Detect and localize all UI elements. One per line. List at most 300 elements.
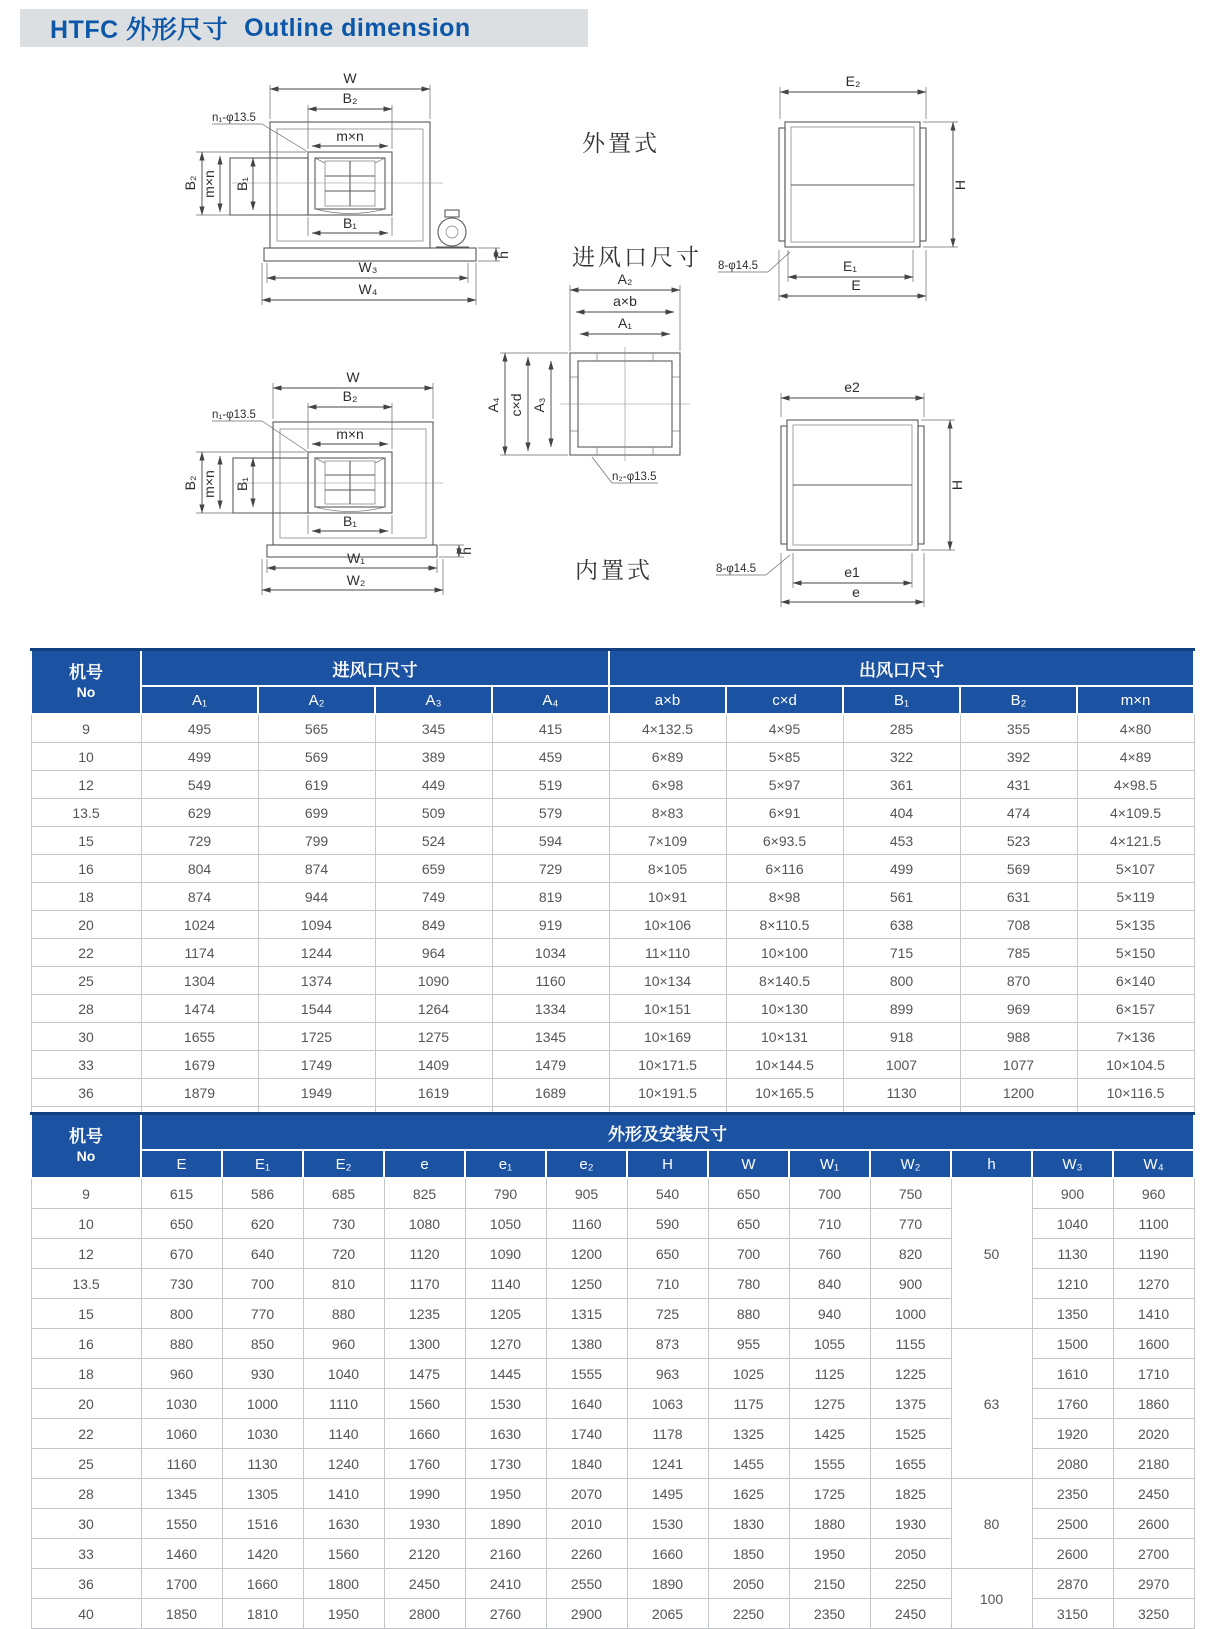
value-cell: 1225 xyxy=(870,1359,951,1389)
column-header: W₄ xyxy=(1113,1150,1194,1178)
value-cell: 1630 xyxy=(303,1509,384,1539)
value-cell: 1425 xyxy=(789,1419,870,1449)
value-cell: 1334 xyxy=(492,995,609,1023)
value-cell: 1040 xyxy=(303,1359,384,1389)
value-cell: 963 xyxy=(627,1359,708,1389)
value-cell: 1345 xyxy=(141,1479,222,1509)
value-cell: 825 xyxy=(384,1178,465,1209)
value-cell: 586 xyxy=(222,1178,303,1209)
caption-inlet-dims: 进风口尺寸 xyxy=(572,244,702,270)
column-header: h xyxy=(951,1150,1032,1178)
value-cell: 1200 xyxy=(546,1239,627,1269)
value-cell: 2870 xyxy=(1032,1569,1113,1599)
value-cell: 819 xyxy=(492,883,609,911)
value-cell: 1455 xyxy=(708,1449,789,1479)
value-cell: 1190 xyxy=(1113,1239,1194,1269)
value-cell: 1630 xyxy=(465,1419,546,1449)
value-cell: 453 xyxy=(843,827,960,855)
value-cell: 1160 xyxy=(546,1209,627,1239)
value-cell: 2050 xyxy=(708,1569,789,1599)
value-cell: 2900 xyxy=(546,1599,627,1629)
value-cell: 650 xyxy=(708,1209,789,1239)
value-cell: 2050 xyxy=(870,1539,951,1569)
value-cell: 730 xyxy=(303,1209,384,1239)
value-cell: 2700 xyxy=(1113,1539,1194,1569)
value-cell: 1304 xyxy=(141,967,258,995)
value-cell: 780 xyxy=(708,1269,789,1299)
value-cell: 849 xyxy=(375,911,492,939)
value-cell: 770 xyxy=(222,1299,303,1329)
machine-no-cell: 20 xyxy=(31,1389,141,1419)
value-cell: 5×119 xyxy=(1077,883,1194,911)
value-cell: 1700 xyxy=(141,1569,222,1599)
value-cell: 1090 xyxy=(375,967,492,995)
dim-label-a1: A₁ xyxy=(617,315,633,331)
value-cell: 700 xyxy=(708,1239,789,1269)
column-header: E₂ xyxy=(303,1150,384,1178)
value-cell: 10×100 xyxy=(726,939,843,967)
column-header: e xyxy=(384,1150,465,1178)
value-cell: 770 xyxy=(870,1209,951,1239)
value-cell: 1890 xyxy=(627,1569,708,1599)
hole-note-n1-int: n₁-φ13.5 xyxy=(212,409,256,421)
value-cell: 2450 xyxy=(1113,1479,1194,1509)
value-cell: 699 xyxy=(258,799,375,827)
value-cell: 790 xyxy=(465,1178,546,1209)
value-cell: 685 xyxy=(303,1178,384,1209)
value-cell: 1100 xyxy=(1113,1209,1194,1239)
value-cell: 708 xyxy=(960,911,1077,939)
column-header: A₁ xyxy=(141,686,258,714)
value-cell: 1625 xyxy=(708,1479,789,1509)
dim-label-e-low: e xyxy=(852,584,860,600)
value-cell: 729 xyxy=(492,855,609,883)
value-cell: 850 xyxy=(222,1329,303,1359)
value-cell: 1300 xyxy=(384,1329,465,1359)
drawing-inlet-flange xyxy=(485,271,690,483)
value-cell: 760 xyxy=(789,1239,870,1269)
column-header: E xyxy=(141,1150,222,1178)
column-header: A₃ xyxy=(375,686,492,714)
column-header: E₁ xyxy=(222,1150,303,1178)
value-cell: 561 xyxy=(843,883,960,911)
machine-no-cell: 30 xyxy=(31,1023,141,1051)
value-cell: 5×97 xyxy=(726,771,843,799)
value-cell: 10×151 xyxy=(609,995,726,1023)
value-cell: 1600 xyxy=(1113,1329,1194,1359)
machine-no-cell: 28 xyxy=(31,995,141,1023)
value-cell: 1530 xyxy=(627,1509,708,1539)
value-cell: 1077 xyxy=(960,1051,1077,1079)
machine-no-cell: 20 xyxy=(31,911,141,939)
value-cell: 569 xyxy=(258,743,375,771)
column-header: m×n xyxy=(1077,686,1194,714)
value-cell: 6×93.5 xyxy=(726,827,843,855)
value-cell: 900 xyxy=(1032,1178,1113,1209)
value-cell: 10×131 xyxy=(726,1023,843,1051)
value-cell: 1950 xyxy=(789,1539,870,1569)
value-cell: 710 xyxy=(627,1269,708,1299)
value-cell: 1410 xyxy=(303,1479,384,1509)
value-cell: 1950 xyxy=(465,1479,546,1509)
value-cell: 540 xyxy=(627,1178,708,1209)
machine-no-cell: 25 xyxy=(31,967,141,995)
machine-no-cell: 33 xyxy=(31,1539,141,1569)
value-cell: 1655 xyxy=(141,1023,258,1051)
value-cell: 715 xyxy=(843,939,960,967)
value-cell: 1374 xyxy=(258,967,375,995)
value-cell: 2120 xyxy=(384,1539,465,1569)
dim-label-h: h xyxy=(495,251,511,259)
value-cell: 6×89 xyxy=(609,743,726,771)
value-cell: 10×165.5 xyxy=(726,1079,843,1107)
value-cell: 1094 xyxy=(258,911,375,939)
value-cell: 5×150 xyxy=(1077,939,1194,967)
value-cell: 1110 xyxy=(303,1389,384,1419)
value-cell: 1679 xyxy=(141,1051,258,1079)
dim-label-b1-side-int: B₁ xyxy=(234,476,250,492)
value-cell: 1760 xyxy=(1032,1389,1113,1419)
dim-label-b2-side-int: B₂ xyxy=(182,475,198,491)
value-cell: 5×135 xyxy=(1077,911,1194,939)
value-cell: 650 xyxy=(627,1239,708,1269)
machine-no-cell: 22 xyxy=(31,1419,141,1449)
drawing-end-view-external xyxy=(718,73,968,301)
value-cell: 1830 xyxy=(708,1509,789,1539)
machine-no-cell: 25 xyxy=(31,1449,141,1479)
value-cell: 650 xyxy=(708,1178,789,1209)
value-cell: 1120 xyxy=(384,1239,465,1269)
value-cell: 4×109.5 xyxy=(1077,799,1194,827)
column-header: W₃ xyxy=(1032,1150,1113,1178)
machine-no-cell: 36 xyxy=(31,1079,141,1107)
value-cell: 3250 xyxy=(1113,1599,1194,1629)
value-cell: 10×191.5 xyxy=(609,1079,726,1107)
machine-no-cell: 40 xyxy=(31,1599,141,1629)
value-cell: 10×104.5 xyxy=(1077,1051,1194,1079)
value-cell: 1950 xyxy=(303,1599,384,1629)
value-cell: 1130 xyxy=(222,1449,303,1479)
dim-label-b1-under: B₁ xyxy=(342,215,358,231)
machine-no-cell: 15 xyxy=(31,1299,141,1329)
value-cell: 8×98 xyxy=(726,883,843,911)
value-cell: 1660 xyxy=(222,1569,303,1599)
value-cell: 1174 xyxy=(141,939,258,967)
value-cell: 800 xyxy=(843,967,960,995)
machine-no-cell: 28 xyxy=(31,1479,141,1509)
machine-no-cell: 30 xyxy=(31,1509,141,1539)
value-cell: 2600 xyxy=(1032,1539,1113,1569)
dim-label-w2: W₂ xyxy=(346,572,366,588)
value-cell: 1030 xyxy=(141,1389,222,1419)
table-row xyxy=(31,771,1194,799)
machine-no-header: 机号 No xyxy=(31,650,141,715)
value-cell: 800 xyxy=(141,1299,222,1329)
column-header: e₂ xyxy=(546,1150,627,1178)
value-cell: 750 xyxy=(870,1178,951,1209)
table-row xyxy=(31,1329,1194,1359)
value-cell: 2800 xyxy=(384,1599,465,1629)
hole-note-n2: n₂-φ13.5 xyxy=(612,471,657,483)
value-cell: 1345 xyxy=(492,1023,609,1051)
value-cell: 8×110.5 xyxy=(726,911,843,939)
value-cell: 1040 xyxy=(1032,1209,1113,1239)
value-cell: 549 xyxy=(141,771,258,799)
value-cell: 1544 xyxy=(258,995,375,1023)
machine-no-cell: 22 xyxy=(31,939,141,967)
value-cell: 874 xyxy=(141,883,258,911)
value-cell: 1380 xyxy=(546,1329,627,1359)
machine-no-cell: 18 xyxy=(31,1359,141,1389)
value-cell: 579 xyxy=(492,799,609,827)
value-cell: 10×130 xyxy=(726,995,843,1023)
group-header: 外形及安装尺寸 xyxy=(141,1114,1194,1151)
value-cell: 960 xyxy=(141,1359,222,1389)
value-cell: 1130 xyxy=(1032,1239,1113,1269)
value-cell: 2500 xyxy=(1032,1509,1113,1539)
value-cell: 1530 xyxy=(465,1389,546,1419)
value-cell: 2260 xyxy=(546,1539,627,1569)
machine-no-cell: 9 xyxy=(31,1178,141,1209)
outline-installation-dimension-table xyxy=(30,1112,1195,1629)
value-cell: 392 xyxy=(960,743,1077,771)
hole-note-n1: n₁-φ13.5 xyxy=(212,112,256,124)
value-cell: 1930 xyxy=(384,1509,465,1539)
value-cell: 1200 xyxy=(960,1079,1077,1107)
page-title-zh: HTFC 外形尺寸 xyxy=(50,16,229,44)
machine-no-cell: 16 xyxy=(31,1329,141,1359)
column-header: c×d xyxy=(726,686,843,714)
value-cell: 1000 xyxy=(870,1299,951,1329)
dim-label-mxn-side-int: m×n xyxy=(201,470,217,498)
value-cell: 1445 xyxy=(465,1359,546,1389)
value-cell: 5×107 xyxy=(1077,855,1194,883)
column-header: A₄ xyxy=(492,686,609,714)
value-cell: 1860 xyxy=(1113,1389,1194,1419)
value-cell: 1880 xyxy=(789,1509,870,1539)
value-cell: 1140 xyxy=(303,1419,384,1449)
value-cell: 1474 xyxy=(141,995,258,1023)
value-cell: 960 xyxy=(1113,1178,1194,1209)
value-cell: 10×144.5 xyxy=(726,1051,843,1079)
value-cell: 1640 xyxy=(546,1389,627,1419)
table-row xyxy=(31,939,1194,967)
value-cell: 355 xyxy=(960,714,1077,743)
value-cell: 1930 xyxy=(870,1509,951,1539)
machine-no-cell: 10 xyxy=(31,743,141,771)
dim-label-mxn-int: m×n xyxy=(336,426,364,442)
table-row xyxy=(31,855,1194,883)
value-cell: 2070 xyxy=(546,1479,627,1509)
value-cell: 960 xyxy=(303,1329,384,1359)
value-cell: 2600 xyxy=(1113,1509,1194,1539)
value-cell: 1007 xyxy=(843,1051,960,1079)
h-merged-cell: 63 xyxy=(951,1329,1032,1479)
value-cell: 1475 xyxy=(384,1359,465,1389)
machine-no-cell: 15 xyxy=(31,827,141,855)
dim-label-w4: W₄ xyxy=(358,281,378,297)
value-cell: 785 xyxy=(960,939,1077,967)
value-cell: 1730 xyxy=(465,1449,546,1479)
value-cell: 2450 xyxy=(870,1599,951,1629)
dim-label-e2-cap: E₂ xyxy=(845,73,861,89)
value-cell: 6×140 xyxy=(1077,967,1194,995)
value-cell: 749 xyxy=(375,883,492,911)
value-cell: 670 xyxy=(141,1239,222,1269)
value-cell: 1264 xyxy=(375,995,492,1023)
dim-label-e1-cap: E₁ xyxy=(842,258,858,274)
value-cell: 1760 xyxy=(384,1449,465,1479)
value-cell: 1825 xyxy=(870,1479,951,1509)
machine-no-cell: 12 xyxy=(31,1239,141,1269)
value-cell: 619 xyxy=(258,771,375,799)
value-cell: 4×121.5 xyxy=(1077,827,1194,855)
value-cell: 930 xyxy=(222,1359,303,1389)
value-cell: 1619 xyxy=(375,1079,492,1107)
value-cell: 1205 xyxy=(465,1299,546,1329)
value-cell: 7×109 xyxy=(609,827,726,855)
machine-no-cell: 13.5 xyxy=(31,799,141,827)
value-cell: 955 xyxy=(708,1329,789,1359)
value-cell: 615 xyxy=(141,1178,222,1209)
value-cell: 1500 xyxy=(1032,1329,1113,1359)
value-cell: 1275 xyxy=(789,1389,870,1419)
value-cell: 1990 xyxy=(384,1479,465,1509)
dim-label-h-low: H xyxy=(949,479,965,491)
column-header: A₂ xyxy=(258,686,375,714)
value-cell: 6×157 xyxy=(1077,995,1194,1023)
value-cell: 1235 xyxy=(384,1299,465,1329)
group-header: 进风口尺寸 xyxy=(141,650,609,687)
value-cell: 720 xyxy=(303,1239,384,1269)
value-cell: 1250 xyxy=(546,1269,627,1299)
value-cell: 1810 xyxy=(222,1599,303,1629)
machine-no-header: 机号 No xyxy=(31,1114,141,1179)
machine-no-cell: 10 xyxy=(31,1209,141,1239)
column-header: a×b xyxy=(609,686,726,714)
value-cell: 1879 xyxy=(141,1079,258,1107)
dim-label-cxd: c×d xyxy=(508,393,524,417)
value-cell: 1409 xyxy=(375,1051,492,1079)
value-cell: 2450 xyxy=(384,1569,465,1599)
value-cell: 1749 xyxy=(258,1051,375,1079)
page-title-en: Outline dimension xyxy=(244,13,471,42)
value-cell: 638 xyxy=(843,911,960,939)
dim-label-e-cap: E xyxy=(851,277,861,293)
value-cell: 944 xyxy=(258,883,375,911)
value-cell: 2760 xyxy=(465,1599,546,1629)
value-cell: 1350 xyxy=(1032,1299,1113,1329)
value-cell: 1495 xyxy=(627,1479,708,1509)
value-cell: 499 xyxy=(843,855,960,883)
value-cell: 459 xyxy=(492,743,609,771)
value-cell: 8×83 xyxy=(609,799,726,827)
value-cell: 700 xyxy=(789,1178,870,1209)
dim-label-a2: A₂ xyxy=(617,271,633,287)
value-cell: 880 xyxy=(708,1299,789,1329)
dim-label-w-int: W xyxy=(346,369,360,385)
table-row xyxy=(31,1569,1194,1599)
value-cell: 569 xyxy=(960,855,1077,883)
value-cell: 730 xyxy=(141,1269,222,1299)
value-cell: 640 xyxy=(222,1239,303,1269)
value-cell: 2150 xyxy=(789,1569,870,1599)
dim-label-w3: W₃ xyxy=(358,259,378,275)
value-cell: 874 xyxy=(258,855,375,883)
value-cell: 1850 xyxy=(141,1599,222,1629)
table-row xyxy=(31,883,1194,911)
dim-label-b2-side: B₂ xyxy=(182,175,198,191)
value-cell: 519 xyxy=(492,771,609,799)
value-cell: 404 xyxy=(843,799,960,827)
value-cell: 594 xyxy=(492,827,609,855)
dim-label-b1-under-int: B₁ xyxy=(342,513,358,529)
dim-label-e1-low: e1 xyxy=(844,564,860,580)
technical-drawings xyxy=(0,55,1222,650)
value-cell: 1655 xyxy=(870,1449,951,1479)
column-header: e₁ xyxy=(465,1150,546,1178)
column-header: H xyxy=(627,1150,708,1178)
machine-no-cell: 33 xyxy=(31,1051,141,1079)
value-cell: 1550 xyxy=(141,1509,222,1539)
value-cell: 1034 xyxy=(492,939,609,967)
value-cell: 1725 xyxy=(789,1479,870,1509)
value-cell: 650 xyxy=(141,1209,222,1239)
value-cell: 8×140.5 xyxy=(726,967,843,995)
value-cell: 1460 xyxy=(141,1539,222,1569)
value-cell: 5×85 xyxy=(726,743,843,771)
value-cell: 725 xyxy=(627,1299,708,1329)
column-header: W xyxy=(708,1150,789,1178)
value-cell: 1178 xyxy=(627,1419,708,1449)
value-cell: 899 xyxy=(843,995,960,1023)
value-cell: 799 xyxy=(258,827,375,855)
value-cell: 1710 xyxy=(1113,1359,1194,1389)
table-row xyxy=(31,1479,1194,1509)
value-cell: 1055 xyxy=(789,1329,870,1359)
value-cell: 710 xyxy=(789,1209,870,1239)
value-cell: 1130 xyxy=(843,1079,960,1107)
h-merged-cell: 50 xyxy=(951,1178,1032,1329)
value-cell: 880 xyxy=(303,1299,384,1329)
value-cell: 474 xyxy=(960,799,1077,827)
value-cell: 1660 xyxy=(384,1419,465,1449)
value-cell: 322 xyxy=(843,743,960,771)
column-header: W₁ xyxy=(789,1150,870,1178)
value-cell: 1479 xyxy=(492,1051,609,1079)
value-cell: 10×106 xyxy=(609,911,726,939)
value-cell: 1610 xyxy=(1032,1359,1113,1389)
value-cell: 905 xyxy=(546,1178,627,1209)
caption-external-type: 外置式 xyxy=(582,130,660,156)
value-cell: 1920 xyxy=(1032,1419,1113,1449)
machine-no-cell: 18 xyxy=(31,883,141,911)
value-cell: 10×116.5 xyxy=(1077,1079,1194,1107)
value-cell: 1375 xyxy=(870,1389,951,1419)
h-merged-cell: 100 xyxy=(951,1569,1032,1629)
value-cell: 4×80 xyxy=(1077,714,1194,743)
value-cell: 1060 xyxy=(141,1419,222,1449)
table-row xyxy=(31,995,1194,1023)
value-cell: 7×136 xyxy=(1077,1023,1194,1051)
value-cell: 1270 xyxy=(465,1329,546,1359)
drawing-end-view-internal xyxy=(716,379,965,607)
value-cell: 345 xyxy=(375,714,492,743)
value-cell: 389 xyxy=(375,743,492,771)
machine-no-cell: 36 xyxy=(31,1569,141,1599)
caption-internal-type: 内置式 xyxy=(575,557,653,583)
value-cell: 6×116 xyxy=(726,855,843,883)
